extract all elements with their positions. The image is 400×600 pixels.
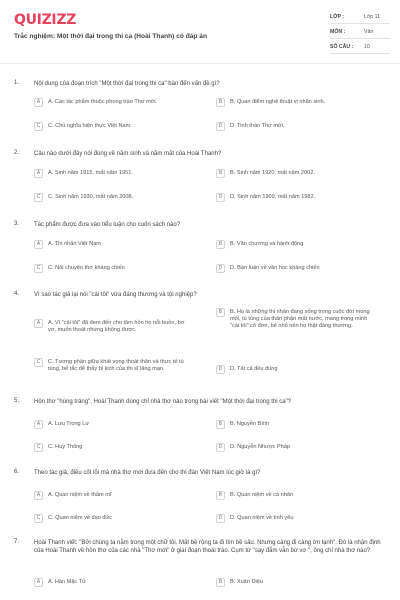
option-letter: A (34, 319, 43, 328)
meta-class (330, 12, 390, 24)
option-letter: B (216, 578, 225, 587)
option-text: D. Tinh thần Thơ mới. (230, 123, 285, 129)
question-number: 2. (14, 150, 20, 156)
option-text: C. Nói chuyện thơ kháng chiến (48, 265, 125, 271)
option-text: B. Quan niệm về cá nhân (230, 492, 294, 498)
option-letter: C (34, 514, 43, 523)
question-text: Hoài Thanh viết: "Bởi chúng ta nằm trong một chữ tôi. Mất bề rộng ta đi tìm bề sâu. Nhưng càng đi càng ớn lạnh". Đó là nhận định của Hoài Thanh về hồn thơ của các nhà "Thơ mới" ở giai đoạn thoái trào. Cụm từ "say đắm vẫn bơ vơ ", ông chỉ nhà thơ nào? (34, 540, 381, 554)
option-text: C. Quan niệm về đạo đức (48, 515, 113, 521)
meta-subject-value: Văn (364, 29, 374, 35)
question-text: Hôn thơ "hùng tráng", Hoài Thanh dùng chỉ nhà thơ nào trong bài viết "Một thời đại trong thi ca"? (34, 399, 292, 405)
option-text: B. Họ là những thi nhân đang sống trong cuộc đời mong mỏi, tù túng của thân phận mất nước, mang trong mình "cái tôi" cô đơn, bé nhỏ nên họ thật đáng thương. (230, 309, 370, 329)
worksheet-header (0, 0, 400, 62)
question-text: Tác phẩm được đưa vào tiểu luận cho cuốn sách nào? (34, 222, 181, 228)
option-letter: D (216, 193, 225, 202)
meta-class-value: Lớp 11 (364, 14, 380, 20)
option-text: D. Sinh năm 1909, mất năm 1982. (230, 194, 316, 200)
option-letter: D (216, 122, 225, 131)
option-letter: C (34, 358, 43, 367)
question-number: 1. (14, 80, 20, 86)
option-letter: B (216, 420, 225, 429)
meta-count-label: SỐ CÂU : (330, 44, 354, 50)
option-text: B. Văn chương và hành động (230, 241, 304, 247)
option-letter: C (34, 264, 43, 273)
header-divider (0, 63, 400, 64)
question-text: Vì sao tác giả lại nói "cái tôi" vừa đáng thương và tội nghiệp? (34, 292, 197, 298)
option-letter: A (34, 578, 43, 587)
meta-divider (330, 38, 390, 39)
option-text: D. Nguyễn Nhược Pháp (230, 444, 290, 450)
option-text: B. Nguyễn Bính (230, 421, 270, 427)
meta-count (330, 42, 390, 54)
option-text: B. Xuân Diệu (230, 579, 263, 585)
option-text: C. Chủ nghĩa hiện thực Việt Nam. (48, 123, 132, 129)
option-letter: C (34, 193, 43, 202)
option-letter: B (216, 98, 225, 107)
question-number: 4. (14, 291, 20, 297)
question-number: 6. (14, 469, 20, 475)
question-text: Câu nào dưới đây nói đúng về năm sinh và năm mất của Hoài Thanh? (34, 151, 222, 157)
option-text: B. Sinh năm 1920, mất năm 2002. (230, 170, 315, 176)
question-text: Nội dung của đoạn trích "Một thời đại trong thi ca" bàn đến vấn đề gì? (34, 81, 220, 87)
option-text: A. Sinh năm 1915, mất năm 1951. (48, 170, 133, 176)
meta-count-value: 10 (364, 44, 370, 50)
option-letter: D (216, 365, 225, 374)
option-letter: B (216, 169, 225, 178)
option-text: D. Quan niệm về tình yêu (230, 515, 294, 521)
option-text: C. Huy Thông (48, 444, 83, 450)
question-text: Theo tác giả, điều cốt lõi mà nhà thơ mới đưa đến cho thi đàn Việt Nam lúc giờ là gì? (34, 470, 261, 476)
option-text: A. Hàn Mặc Tử (48, 579, 86, 585)
option-letter: A (34, 169, 43, 178)
meta-subject (330, 27, 390, 39)
option-letter: A (34, 491, 43, 500)
option-text: A. Vì "cái tôi" đã đem đến cho tâm hồn họ nỗi buồn, bơ vơ, muốn thoát nhưng không được. (48, 320, 185, 333)
question-number: 7. (14, 539, 20, 545)
meta-divider (330, 23, 390, 24)
option-letter: A (34, 98, 43, 107)
option-letter: B (216, 240, 225, 249)
option-letter: C (34, 443, 43, 452)
question-number: 3. (14, 221, 20, 227)
document-title: Trắc nghiệm: Một thời đại trong thi ca (Hoài Thanh) có đáp án (14, 33, 207, 40)
option-letter: B (216, 308, 225, 317)
option-letter: B (216, 491, 225, 500)
option-letter: A (34, 420, 43, 429)
option-letter: D (216, 514, 225, 523)
option-text: A. Lưu Trọng Lư (48, 421, 90, 427)
option-text: A. Thi nhân Việt Nam (48, 241, 101, 247)
option-text: D. Bàn luận về văn học kháng chiến (230, 265, 320, 271)
option-text: D. Tất cả đều đúng (230, 366, 278, 372)
option-letter: A (34, 240, 43, 249)
option-text: A. Các tác phẩm thuộc phong trào Thơ mới. (48, 99, 158, 105)
option-text: C. Tương phản giữa khát vọng thoát thân và thực tế tù túng, bế tắc để thấy bi kịch của thi sĩ lãng mạn. (48, 359, 184, 372)
meta-divider (330, 53, 390, 54)
question-number: 5. (14, 398, 20, 404)
meta-class-label: LỚP : (330, 14, 345, 20)
option-letter: C (34, 122, 43, 131)
option-letter: D (216, 264, 225, 273)
option-text: B. Quan điểm nghệ thuật vị nhân sinh. (230, 99, 326, 105)
option-text: C. Sinh năm 1930, mất năm 2008. (48, 194, 134, 200)
meta-subject-label: MÔN : (330, 29, 346, 35)
option-letter: D (216, 443, 225, 452)
quizizz-logo: QUIZIZZ (14, 12, 77, 28)
option-text: A. Quan niệm về thẩm mĩ (48, 492, 112, 498)
